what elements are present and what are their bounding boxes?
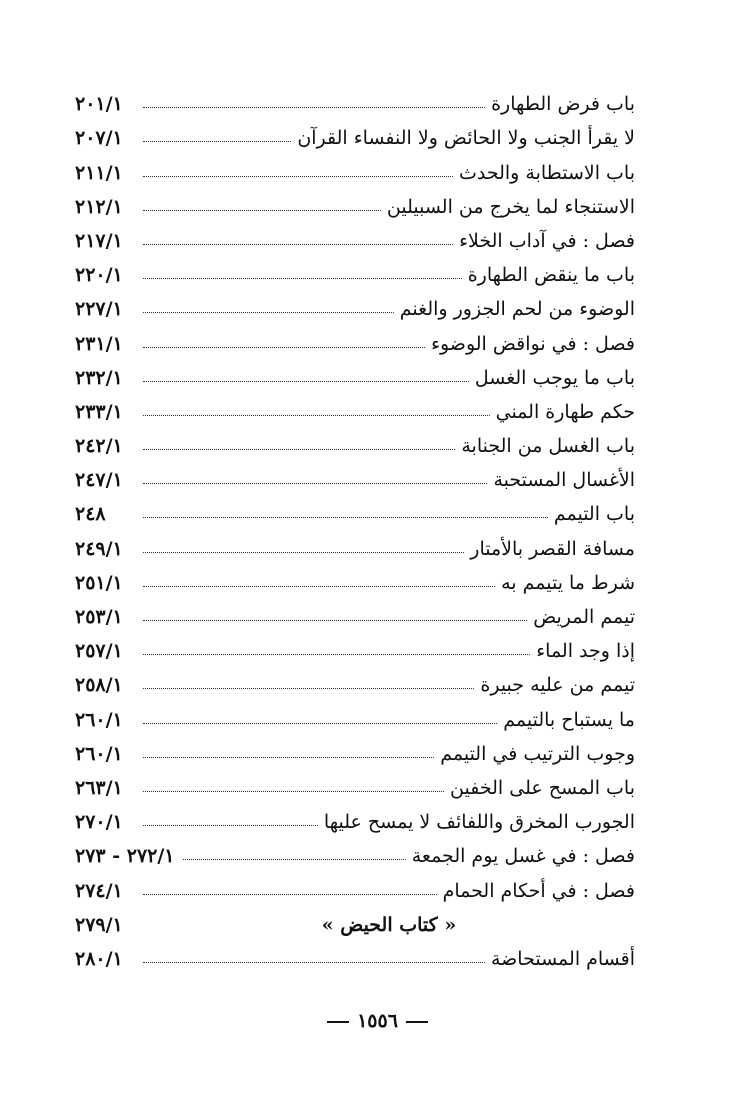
section-heading <box>75 901 635 935</box>
entry-page: ٢٧٤/١ <box>75 879 123 902</box>
leader-dots <box>143 312 394 313</box>
table-of-contents <box>75 80 635 969</box>
toc-entry <box>75 456 635 490</box>
leader-dots <box>143 244 453 245</box>
entry-title: باب الغسل من الجنابة <box>461 435 635 458</box>
entry-title: أقسام المستحاضة <box>490 947 635 970</box>
toc-entry <box>75 422 635 456</box>
leader-dots <box>143 586 495 587</box>
entry-title: باب فرض الطهارة <box>491 93 635 116</box>
entry-page: ٢٣١/١ <box>75 332 123 355</box>
entry-page: ٢١٢/١ <box>75 195 123 218</box>
entry-title: حكم طهارة المني <box>495 400 635 423</box>
toc-entry <box>75 627 635 661</box>
entry-title: باب ما يوجب الغسل <box>474 366 635 389</box>
entry-page: ٢٤٩/١ <box>75 537 123 560</box>
entry-title: الأغسال المستحبة <box>493 469 635 492</box>
toc-entry <box>75 114 635 148</box>
toc-entry <box>75 319 635 353</box>
entry-title: باب التيمم <box>553 503 635 526</box>
toc-entry <box>75 80 635 114</box>
entry-title: إذا وجد الماء <box>536 640 635 663</box>
entry-title: الاستنجاء لما يخرج من السبيلين <box>386 195 635 218</box>
section-page: ٢٧٩/١ <box>75 913 123 936</box>
entry-page: ٢٠٧/١ <box>75 127 123 150</box>
toc-entry <box>75 661 635 695</box>
leader-dots <box>143 449 455 450</box>
toc-entry <box>75 388 635 422</box>
toc-entry <box>75 354 635 388</box>
entry-page: ٢٣٣/١ <box>75 400 123 423</box>
entry-page: ٢٥٧/١ <box>75 640 123 663</box>
toc-entry <box>75 524 635 558</box>
toc-entry <box>75 285 635 319</box>
leader-dots <box>143 894 437 895</box>
entry-page: ٢٧٠/١ <box>75 811 123 834</box>
leader-dots <box>143 825 318 826</box>
entry-title: فصل : في آداب الخلاء <box>459 229 635 252</box>
toc-entry <box>75 866 635 900</box>
footer-dash <box>406 1021 428 1023</box>
entry-title: باب المسح على الخفين <box>450 776 635 799</box>
leader-dots <box>143 654 530 655</box>
entry-title: فصل : في أحكام الحمام <box>442 879 635 902</box>
footer-dash <box>327 1021 349 1023</box>
entry-title: فصل : في نواقض الوضوء <box>431 332 635 355</box>
toc-entry <box>75 730 635 764</box>
entry-page: ٢٥٣/١ <box>75 606 123 628</box>
leader-dots <box>143 107 485 108</box>
leader-dots <box>143 517 548 518</box>
toc-entry <box>75 183 635 217</box>
leader-dots <box>143 688 474 689</box>
leader-dots <box>143 552 464 553</box>
entry-title: باب ما ينقض الطهارة <box>467 264 635 287</box>
leader-dots <box>143 141 291 142</box>
leader-dots <box>143 381 469 382</box>
toc-entry <box>75 593 635 627</box>
entry-page: ٢٥٨/١ <box>75 674 123 697</box>
leader-dots <box>143 210 381 211</box>
leader-dots <box>183 859 406 860</box>
entry-page: ٢٥١/١ <box>75 571 123 594</box>
entry-page: ٢٦٣/١ <box>75 776 123 799</box>
toc-entry <box>75 217 635 251</box>
entry-title: لا يقرأ الجنب ولا الحائض ولا النفساء القرآن <box>297 127 635 150</box>
toc-entry <box>75 764 635 798</box>
leader-dots <box>143 415 490 416</box>
entry-title: فصل : في غسل يوم الجمعة <box>411 845 635 868</box>
toc-entry <box>75 695 635 729</box>
leader-dots <box>143 483 487 484</box>
entry-page: ٢٧٢/١ - ٢٧٣ <box>75 845 175 868</box>
entry-page: ٢٢٠/١ <box>75 264 123 287</box>
section-title: « كتاب الحيض » <box>321 913 457 936</box>
entry-title: وجوب الترتيب في التيمم <box>440 742 635 765</box>
entry-title: تيمم من عليه جبيرة <box>480 674 635 697</box>
toc-entry <box>75 832 635 866</box>
toc-entry <box>75 935 635 969</box>
entry-page: ٢٣٢/١ <box>75 366 123 389</box>
entry-title: باب الاستطابة والحدث <box>458 161 635 184</box>
toc-entry <box>75 251 635 285</box>
page-number: ١٥٥٦ <box>357 1010 398 1032</box>
leader-dots <box>143 791 444 792</box>
toc-entry <box>75 798 635 832</box>
entry-page: ٢٤٧/١ <box>75 469 123 492</box>
entry-page: ٢٠١/١ <box>75 93 123 116</box>
leader-dots <box>143 962 485 963</box>
entry-page: ٢٨٠/١ <box>75 947 123 970</box>
toc-entry <box>75 148 635 182</box>
entry-page: ٢٤٢/١ <box>75 435 123 458</box>
toc-entry <box>75 559 635 593</box>
leader-dots <box>143 620 527 621</box>
entry-page: ٢٦٠/١ <box>75 742 123 765</box>
leader-dots <box>143 278 462 279</box>
entry-page: ٢١١/١ <box>75 161 123 184</box>
entry-title: الوضوء من لحم الجزور والغنم <box>399 298 635 321</box>
entry-page: ٢٢٧/١ <box>75 298 123 321</box>
entry-title: تيمم المريض <box>533 606 635 628</box>
entry-title: الجورب المخرق واللفائف لا يمسح عليها <box>323 811 635 834</box>
leader-dots <box>143 176 453 177</box>
leader-dots <box>143 723 497 724</box>
entry-page: ٢١٧/١ <box>75 229 123 252</box>
page-footer <box>0 1010 755 1032</box>
leader-dots <box>143 757 434 758</box>
entry-page: ٢٦٠/١ <box>75 708 123 731</box>
entry-title: شرط ما يتيمم به <box>501 571 635 594</box>
entry-title: مسافة القصر بالأمتار <box>470 537 635 560</box>
leader-dots <box>143 347 425 348</box>
toc-entry <box>75 490 635 524</box>
entry-page: ٢٤٨ <box>75 503 106 526</box>
entry-title: ما يستباح بالتيمم <box>503 708 635 731</box>
